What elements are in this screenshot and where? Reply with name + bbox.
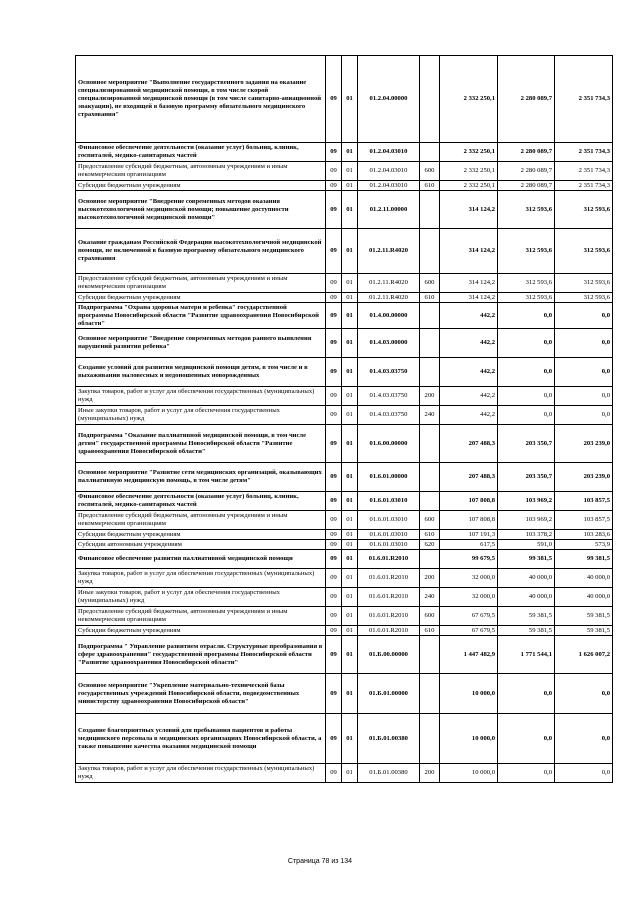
row-amount-year-2: 312 593,6 xyxy=(498,274,555,293)
row-expense-type: 610 xyxy=(420,181,440,191)
row-section: 09 xyxy=(326,540,342,550)
row-amount-year-1: 10 000,0 xyxy=(440,764,498,783)
row-expense-type: 610 xyxy=(420,293,440,303)
row-name: Создание условий для развития медицинской помощи детям, в том числе и в выхаживании маловесных и недоношенных новорожденных xyxy=(76,358,326,387)
table-row xyxy=(76,143,613,162)
row-subsection: 01 xyxy=(342,293,358,303)
table-row xyxy=(76,463,613,492)
row-section: 09 xyxy=(326,229,342,274)
row-name: Финансовое обеспечение деятельности (оказание услуг) больниц, клиник, госпиталей, медико-санитарных частей xyxy=(76,492,326,511)
row-target-item: 01.6.01.03010 xyxy=(358,492,420,511)
row-expense-type: 610 xyxy=(420,626,440,636)
row-name: Финансовое обеспечение развития паллиативной медицинской помощи xyxy=(76,550,326,569)
row-amount-year-1: 2 332 250,1 xyxy=(440,143,498,162)
row-name: Закупка товаров, работ и услуг для обеспечения государственных (муниципальных) нужд xyxy=(76,764,326,783)
row-name: Субсидии бюджетным учреждениям xyxy=(76,626,326,636)
row-amount-year-3: 59 381,5 xyxy=(555,607,613,626)
row-amount-year-2: 2 280 089,7 xyxy=(498,181,555,191)
table-row xyxy=(76,569,613,588)
row-name: Подпрограмма "Охрана здоровья матери и ребенка" государственной программы Новосибирской области "Развитие здравоохранения Новосибирской области" xyxy=(76,303,326,329)
row-subsection: 01 xyxy=(342,569,358,588)
table-row xyxy=(76,492,613,511)
row-target-item: 01.6.01.R2010 xyxy=(358,569,420,588)
row-amount-year-1: 107 191,3 xyxy=(440,530,498,540)
row-subsection: 01 xyxy=(342,329,358,358)
row-name: Основное мероприятие "Развитие сети медицинских организаций, оказывающих паллиативную медицинскую помощь, в том числе детям" xyxy=(76,463,326,492)
row-name: Основное мероприятие "Выполнение государственного задания на оказание специализированной медицинской помощи, в том числе скорой специализированной медицинской помощи (в том числе санитарно-авиационной эвакуации), не входящей в базовую программу обязательного медицинского страхования" xyxy=(76,56,326,143)
row-section: 09 xyxy=(326,550,342,569)
row-subsection: 01 xyxy=(342,674,358,714)
row-subsection: 01 xyxy=(342,492,358,511)
row-amount-year-2: 103 378,2 xyxy=(498,530,555,540)
row-amount-year-2: 103 969,2 xyxy=(498,511,555,530)
row-amount-year-1: 10 000,0 xyxy=(440,674,498,714)
row-subsection: 01 xyxy=(342,463,358,492)
row-amount-year-3: 573,9 xyxy=(555,540,613,550)
row-amount-year-1: 67 679,5 xyxy=(440,626,498,636)
row-expense-type xyxy=(420,674,440,714)
row-amount-year-2: 0,0 xyxy=(498,358,555,387)
table-row xyxy=(76,425,613,463)
row-section: 09 xyxy=(326,588,342,607)
row-target-item: 01.Б.00.00000 xyxy=(358,636,420,674)
row-subsection: 01 xyxy=(342,56,358,143)
row-amount-year-3: 59 381,5 xyxy=(555,626,613,636)
row-target-item: 01.2.11.R4020 xyxy=(358,229,420,274)
row-section: 09 xyxy=(326,358,342,387)
row-amount-year-1: 2 332 250,1 xyxy=(440,56,498,143)
row-amount-year-3: 312 593,6 xyxy=(555,229,613,274)
row-subsection: 01 xyxy=(342,387,358,406)
row-expense-type: 200 xyxy=(420,764,440,783)
row-subsection: 01 xyxy=(342,764,358,783)
row-amount-year-2: 0,0 xyxy=(498,714,555,764)
row-name: Субсидии бюджетным учреждениям xyxy=(76,530,326,540)
row-amount-year-3: 0,0 xyxy=(555,303,613,329)
row-amount-year-3: 103 857,5 xyxy=(555,492,613,511)
table-row xyxy=(76,274,613,293)
row-subsection: 01 xyxy=(342,714,358,764)
row-subsection: 01 xyxy=(342,143,358,162)
table-row xyxy=(76,511,613,530)
table-row xyxy=(76,229,613,274)
row-section: 09 xyxy=(326,181,342,191)
row-expense-type: 620 xyxy=(420,540,440,550)
row-subsection: 01 xyxy=(342,274,358,293)
row-expense-type xyxy=(420,303,440,329)
row-amount-year-1: 314 124,2 xyxy=(440,229,498,274)
row-name: Субсидии бюджетным учреждениям xyxy=(76,293,326,303)
row-amount-year-1: 314 124,2 xyxy=(440,191,498,229)
row-expense-type xyxy=(420,463,440,492)
row-name: Закупка товаров, работ и услуг для обеспечения государственных (муниципальных) нужд xyxy=(76,387,326,406)
row-amount-year-1: 2 332 250,1 xyxy=(440,162,498,181)
row-amount-year-2: 0,0 xyxy=(498,764,555,783)
row-amount-year-3: 0,0 xyxy=(555,329,613,358)
row-expense-type: 240 xyxy=(420,406,440,425)
row-section: 09 xyxy=(326,569,342,588)
row-amount-year-3: 103 283,6 xyxy=(555,530,613,540)
row-amount-year-1: 32 000,0 xyxy=(440,588,498,607)
row-section: 09 xyxy=(326,143,342,162)
row-subsection: 01 xyxy=(342,636,358,674)
row-amount-year-3: 0,0 xyxy=(555,406,613,425)
row-amount-year-2: 203 350,7 xyxy=(498,463,555,492)
budget-table-body xyxy=(76,56,613,783)
row-amount-year-3: 1 626 007,2 xyxy=(555,636,613,674)
row-target-item: 01.2.04.00000 xyxy=(358,56,420,143)
table-row xyxy=(76,540,613,550)
row-expense-type: 200 xyxy=(420,569,440,588)
row-section: 09 xyxy=(326,607,342,626)
row-amount-year-1: 442,2 xyxy=(440,387,498,406)
row-target-item: 01.6.01.R2010 xyxy=(358,588,420,607)
row-name: Подпрограмма " Управление развитием отрасли. Структурные преобразования в сфере здравоохранения" государственной программы Новосибирской области "Развитие здравоохранения Новосибирской области" xyxy=(76,636,326,674)
row-expense-type xyxy=(420,229,440,274)
row-amount-year-1: 1 447 482,9 xyxy=(440,636,498,674)
row-amount-year-2: 2 280 089,7 xyxy=(498,143,555,162)
row-section: 09 xyxy=(326,511,342,530)
row-amount-year-2: 0,0 xyxy=(498,406,555,425)
row-amount-year-3: 2 351 734,3 xyxy=(555,162,613,181)
row-name: Создание благоприятных условий для пребывания пациентов и работы медицинского персонала в медицинских организациях Новосибирской области, а также повышение качества оказания медицинской помощи xyxy=(76,714,326,764)
row-amount-year-1: 32 000,0 xyxy=(440,569,498,588)
row-expense-type xyxy=(420,714,440,764)
row-expense-type xyxy=(420,191,440,229)
row-subsection: 01 xyxy=(342,425,358,463)
row-amount-year-2: 203 350,7 xyxy=(498,425,555,463)
row-section: 09 xyxy=(326,714,342,764)
table-row xyxy=(76,588,613,607)
row-target-item: 01.2.04.03010 xyxy=(358,143,420,162)
row-amount-year-1: 107 808,8 xyxy=(440,511,498,530)
row-target-item: 01.2.04.03010 xyxy=(358,181,420,191)
row-section: 09 xyxy=(326,162,342,181)
row-amount-year-3: 2 351 734,3 xyxy=(555,143,613,162)
row-amount-year-1: 442,2 xyxy=(440,329,498,358)
row-name: Основное мероприятие "Укрепление материально-технической базы государственных учреждений Новосибирской области, подведомственных министерству здравоохранения Новосибирской области" xyxy=(76,674,326,714)
row-amount-year-2: 59 381,5 xyxy=(498,607,555,626)
row-expense-type: 600 xyxy=(420,607,440,626)
row-target-item: 01.6.01.03010 xyxy=(358,540,420,550)
row-expense-type xyxy=(420,329,440,358)
row-amount-year-1: 2 332 250,1 xyxy=(440,181,498,191)
row-section: 09 xyxy=(326,387,342,406)
row-amount-year-3: 312 593,6 xyxy=(555,274,613,293)
row-target-item: 01.6.00.00000 xyxy=(358,425,420,463)
row-amount-year-3: 0,0 xyxy=(555,764,613,783)
row-expense-type: 600 xyxy=(420,511,440,530)
row-amount-year-2: 1 771 544,1 xyxy=(498,636,555,674)
row-amount-year-1: 617,5 xyxy=(440,540,498,550)
row-amount-year-3: 203 239,0 xyxy=(555,463,613,492)
row-amount-year-3: 0,0 xyxy=(555,358,613,387)
row-subsection: 01 xyxy=(342,588,358,607)
table-row xyxy=(76,607,613,626)
row-subsection: 01 xyxy=(342,358,358,387)
row-amount-year-3: 40 000,0 xyxy=(555,569,613,588)
row-section: 09 xyxy=(326,303,342,329)
row-expense-type: 610 xyxy=(420,530,440,540)
row-amount-year-3: 0,0 xyxy=(555,714,613,764)
table-row xyxy=(76,714,613,764)
row-subsection: 01 xyxy=(342,530,358,540)
row-target-item: 01.6.01.03010 xyxy=(358,511,420,530)
table-row xyxy=(76,293,613,303)
row-amount-year-1: 99 679,5 xyxy=(440,550,498,569)
row-amount-year-2: 312 593,6 xyxy=(498,191,555,229)
row-expense-type xyxy=(420,358,440,387)
table-row xyxy=(76,56,613,143)
row-target-item: 01.4.03.03750 xyxy=(358,387,420,406)
row-amount-year-3: 312 593,6 xyxy=(555,191,613,229)
row-name: Субсидии автономным учреждениям xyxy=(76,540,326,550)
row-amount-year-1: 442,2 xyxy=(440,358,498,387)
row-amount-year-3: 203 239,0 xyxy=(555,425,613,463)
row-amount-year-3: 312 593,6 xyxy=(555,293,613,303)
row-amount-year-2: 0,0 xyxy=(498,303,555,329)
row-expense-type xyxy=(420,425,440,463)
row-amount-year-1: 107 808,8 xyxy=(440,492,498,511)
budget-table xyxy=(75,55,613,783)
row-amount-year-3: 103 857,5 xyxy=(555,511,613,530)
row-name: Предоставление субсидий бюджетным, автономным учреждениям и иным некоммерческим организациям xyxy=(76,511,326,530)
row-subsection: 01 xyxy=(342,607,358,626)
row-subsection: 01 xyxy=(342,550,358,569)
row-name: Основное мероприятие "Внедрение современных методов раннего выявления нарушений развития ребенка" xyxy=(76,329,326,358)
row-target-item: 01.4.03.00000 xyxy=(358,329,420,358)
row-target-item: 01.4.03.03750 xyxy=(358,406,420,425)
table-row xyxy=(76,191,613,229)
table-row xyxy=(76,636,613,674)
row-target-item: 01.Б.01.00000 xyxy=(358,674,420,714)
row-amount-year-1: 314 124,2 xyxy=(440,293,498,303)
row-name: Субсидии бюджетным учреждениям xyxy=(76,181,326,191)
row-subsection: 01 xyxy=(342,511,358,530)
table-row xyxy=(76,181,613,191)
row-section: 09 xyxy=(326,293,342,303)
row-amount-year-1: 10 000,0 xyxy=(440,714,498,764)
row-amount-year-1: 314 124,2 xyxy=(440,274,498,293)
row-amount-year-1: 207 488,3 xyxy=(440,425,498,463)
row-name: Основное мероприятие "Внедрение современных методов оказания высокотехнологичной медицинской помощи; повышение доступности высокотехнологичной медицинской помощи" xyxy=(76,191,326,229)
row-target-item: 01.Б.01.00380 xyxy=(358,764,420,783)
row-amount-year-3: 40 000,0 xyxy=(555,588,613,607)
row-name: Предоставление субсидий бюджетным, автономным учреждениям и иным некоммерческим организациям xyxy=(76,607,326,626)
row-amount-year-3: 99 381,5 xyxy=(555,550,613,569)
row-expense-type: 240 xyxy=(420,588,440,607)
row-subsection: 01 xyxy=(342,191,358,229)
row-amount-year-2: 2 280 089,7 xyxy=(498,56,555,143)
row-expense-type xyxy=(420,492,440,511)
row-amount-year-1: 442,2 xyxy=(440,303,498,329)
row-amount-year-1: 67 679,5 xyxy=(440,607,498,626)
row-amount-year-2: 2 280 089,7 xyxy=(498,162,555,181)
row-subsection: 01 xyxy=(342,303,358,329)
row-amount-year-1: 207 488,3 xyxy=(440,463,498,492)
row-section: 09 xyxy=(326,274,342,293)
row-subsection: 01 xyxy=(342,406,358,425)
row-subsection: 01 xyxy=(342,181,358,191)
row-amount-year-2: 59 381,5 xyxy=(498,626,555,636)
row-section: 09 xyxy=(326,463,342,492)
row-section: 09 xyxy=(326,191,342,229)
table-row xyxy=(76,674,613,714)
row-amount-year-2: 40 000,0 xyxy=(498,588,555,607)
row-name: Подпрограмма "Оказание паллиативной медицинской помощи, в том числе детям" государственной программы Новосибирской области "Развитие здравоохранения Новосибирской области" xyxy=(76,425,326,463)
row-subsection: 01 xyxy=(342,626,358,636)
row-section: 09 xyxy=(326,492,342,511)
table-row xyxy=(76,530,613,540)
row-name: Оказание гражданам Российской Федерации высокотехнологичной медицинской помощи, не включенной в базовую программу обязательного медицинского страхования xyxy=(76,229,326,274)
row-expense-type xyxy=(420,143,440,162)
table-row xyxy=(76,162,613,181)
row-name: Закупка товаров, работ и услуг для обеспечения государственных (муниципальных) нужд xyxy=(76,569,326,588)
row-section: 09 xyxy=(326,406,342,425)
row-section: 09 xyxy=(326,329,342,358)
row-amount-year-2: 0,0 xyxy=(498,329,555,358)
row-amount-year-3: 0,0 xyxy=(555,387,613,406)
row-amount-year-2: 99 381,5 xyxy=(498,550,555,569)
row-amount-year-2: 312 593,6 xyxy=(498,229,555,274)
page-number: Страница 78 из 134 xyxy=(287,858,353,865)
row-amount-year-3: 0,0 xyxy=(555,674,613,714)
row-section: 09 xyxy=(326,425,342,463)
row-section: 09 xyxy=(326,764,342,783)
row-section: 09 xyxy=(326,56,342,143)
row-target-item: 01.2.11.00000 xyxy=(358,191,420,229)
table-row xyxy=(76,626,613,636)
row-target-item: 01.6.01.03010 xyxy=(358,530,420,540)
table-row xyxy=(76,358,613,387)
row-target-item: 01.6.01.R2010 xyxy=(358,550,420,569)
row-amount-year-2: 103 969,2 xyxy=(498,492,555,511)
row-expense-type xyxy=(420,550,440,569)
row-name: Предоставление субсидий бюджетным, автономным учреждениям и иным некоммерческим организациям xyxy=(76,274,326,293)
row-target-item: 01.2.11.R4020 xyxy=(358,274,420,293)
row-target-item: 01.4.00.00000 xyxy=(358,303,420,329)
row-name: Финансовое обеспечение деятельности (оказание услуг) больниц, клиник, госпиталей, медико-санитарных частей xyxy=(76,143,326,162)
row-amount-year-2: 591,0 xyxy=(498,540,555,550)
row-expense-type xyxy=(420,636,440,674)
row-expense-type: 200 xyxy=(420,387,440,406)
row-expense-type: 600 xyxy=(420,274,440,293)
row-amount-year-2: 40 000,0 xyxy=(498,569,555,588)
row-section: 09 xyxy=(326,626,342,636)
row-amount-year-2: 0,0 xyxy=(498,387,555,406)
row-name: Предоставление субсидий бюджетным, автономным учреждениям и иным некоммерческим организациям xyxy=(76,162,326,181)
row-name: Иные закупки товаров, работ и услуг для обеспечения государственных (муниципальных) нужд xyxy=(76,406,326,425)
row-target-item: 01.6.01.R2010 xyxy=(358,626,420,636)
table-row xyxy=(76,406,613,425)
row-name: Иные закупки товаров, работ и услуг для обеспечения государственных (муниципальных) нужд xyxy=(76,588,326,607)
row-amount-year-2: 0,0 xyxy=(498,674,555,714)
table-row xyxy=(76,764,613,783)
row-section: 09 xyxy=(326,636,342,674)
row-target-item: 01.4.03.03750 xyxy=(358,358,420,387)
row-subsection: 01 xyxy=(342,162,358,181)
row-section: 09 xyxy=(326,674,342,714)
row-target-item: 01.6.01.00000 xyxy=(358,463,420,492)
table-row xyxy=(76,550,613,569)
row-amount-year-1: 442,2 xyxy=(440,406,498,425)
row-amount-year-3: 2 351 734,3 xyxy=(555,181,613,191)
row-amount-year-2: 312 593,6 xyxy=(498,293,555,303)
row-subsection: 01 xyxy=(342,229,358,274)
row-expense-type xyxy=(420,56,440,143)
row-target-item: 01.6.01.R2010 xyxy=(358,607,420,626)
table-row xyxy=(76,387,613,406)
row-subsection: 01 xyxy=(342,540,358,550)
row-expense-type: 600 xyxy=(420,162,440,181)
row-target-item: 01.Б.01.00380 xyxy=(358,714,420,764)
row-amount-year-3: 2 351 734,3 xyxy=(555,56,613,143)
table-row xyxy=(76,303,613,329)
row-target-item: 01.2.04.03010 xyxy=(358,162,420,181)
table-row xyxy=(76,329,613,358)
row-target-item: 01.2.11.R4020 xyxy=(358,293,420,303)
row-section: 09 xyxy=(326,530,342,540)
